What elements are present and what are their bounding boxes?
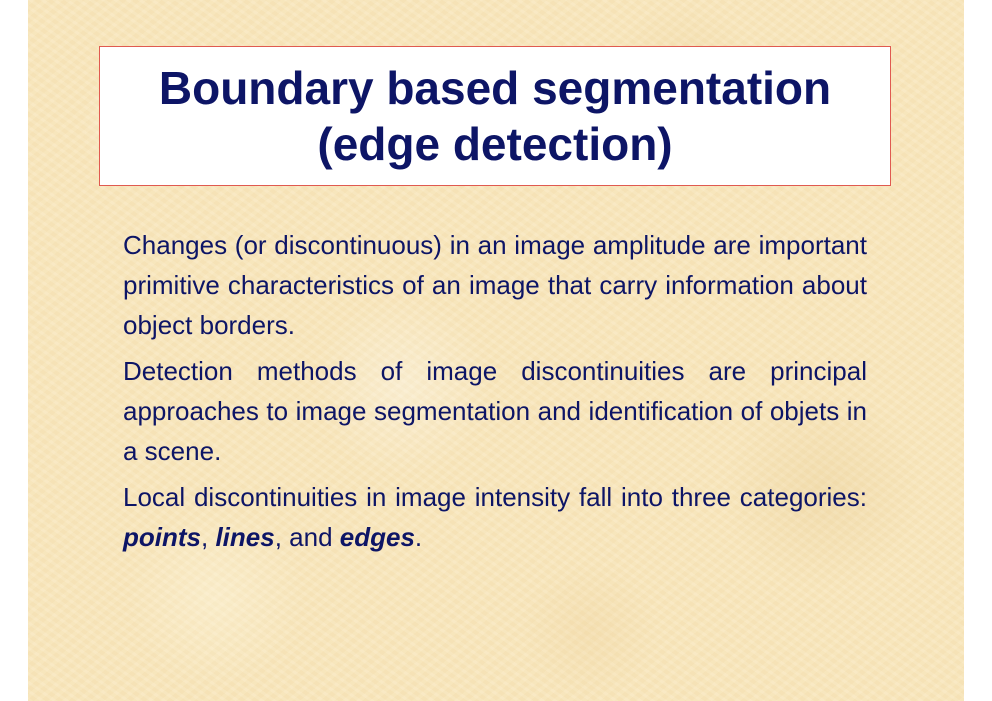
paragraph-1: Changes (or discontinuous) in an image amplitude are important primitive characteristics of an image that carry information about object borders. [123, 230, 867, 340]
term-points: points [123, 522, 201, 552]
slide-background [28, 0, 964, 701]
paragraph-2: Detection methods of image discontinuities are principal approaches to image segmentation and identification of objets in a scene. [123, 356, 867, 466]
slide-title-line-1: Boundary based segmentation [158, 62, 832, 114]
slide-body [123, 225, 867, 563]
separator-2: , and [274, 522, 340, 552]
paragraph-3-end: . [414, 522, 423, 552]
paragraph-3 [123, 477, 867, 557]
paragraph-3-lead: Local discontinuities in image intensity fall into three categories: [123, 482, 867, 512]
title-box [99, 46, 891, 186]
term-edges: edges [339, 522, 415, 552]
term-lines: lines [215, 522, 275, 552]
slide-title-line-2: (edge detection) [317, 118, 673, 170]
separator-1: , [201, 522, 216, 552]
